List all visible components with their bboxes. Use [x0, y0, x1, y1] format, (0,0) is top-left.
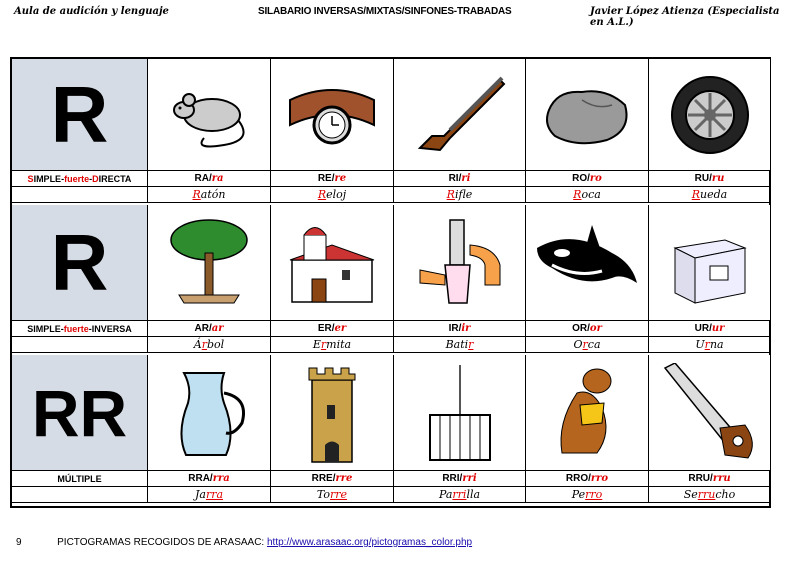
- syllable-print: RRE: [311, 473, 333, 484]
- word-part: cho: [715, 488, 736, 501]
- word-part: na: [709, 338, 724, 351]
- syllable-cell: [649, 471, 771, 487]
- syllable-script: ru: [711, 173, 725, 184]
- syllable-cell: [649, 171, 771, 187]
- syllable-sep: /: [587, 173, 590, 184]
- syllable-sep: /: [208, 323, 212, 334]
- word-part: Bati: [445, 338, 469, 351]
- tower-picture: [271, 355, 394, 471]
- word-part: ueda: [700, 188, 728, 201]
- syllable-sep: /: [209, 473, 213, 484]
- letter-cell: [12, 59, 148, 171]
- dog-picture: [526, 355, 649, 471]
- syllable-print: OR: [572, 323, 588, 334]
- syllable-cell: [394, 471, 526, 487]
- syllable-cell: [271, 171, 394, 187]
- syllable-sep: /: [588, 473, 591, 484]
- syllable-sep: /: [331, 173, 335, 184]
- word-part: Se: [683, 488, 698, 501]
- page-number: 9: [16, 537, 22, 548]
- grill-picture: [394, 355, 526, 471]
- word-part: Á: [193, 338, 202, 351]
- label-part: fuerte: [64, 173, 90, 184]
- word-part: bol: [207, 338, 225, 351]
- footer: [16, 537, 472, 548]
- word-highlight: R: [317, 188, 327, 201]
- blank-cell: [12, 187, 148, 203]
- row-type-label: [12, 321, 148, 337]
- syllable-cell: [394, 321, 526, 337]
- syllable-print: RU: [694, 173, 710, 184]
- hermitage-picture: [271, 205, 394, 321]
- label-part: IRECTA: [98, 173, 132, 184]
- rifle-picture: [394, 59, 526, 171]
- word-cell: [526, 337, 649, 353]
- word-part: Ja: [194, 488, 206, 501]
- word-cell: [649, 337, 771, 353]
- word-cell: [394, 187, 526, 203]
- word-part: To: [316, 488, 331, 501]
- syllable-script: rro: [590, 473, 609, 484]
- letter-cell: [12, 355, 148, 471]
- syllable-print: UR: [694, 323, 710, 334]
- rock-picture: [526, 59, 649, 171]
- word-highlight: r: [704, 338, 710, 351]
- label-part: IMPLE: [33, 173, 62, 184]
- syllable-cell: [649, 321, 771, 337]
- syllable-sep: /: [709, 173, 712, 184]
- syllable-cell: [271, 321, 394, 337]
- wheel-picture: [649, 59, 771, 171]
- syllable-sep: /: [458, 323, 462, 334]
- word-cell: [148, 487, 271, 503]
- syllable-print: RRI: [442, 473, 460, 484]
- syllable-print: RRA: [188, 473, 210, 484]
- letter-cell: [12, 205, 148, 321]
- label-part: -: [88, 323, 92, 334]
- word-cell: [394, 487, 526, 503]
- word-part: O: [573, 338, 583, 351]
- word-highlight: R: [446, 188, 455, 201]
- word-part: Pe: [571, 488, 586, 501]
- word-part: atón: [200, 188, 226, 201]
- label-part: fuerte: [63, 323, 89, 334]
- syllable-sep: /: [208, 173, 212, 184]
- word-cell: [148, 187, 271, 203]
- syllable-script: ir: [461, 323, 471, 334]
- word-part: E: [312, 338, 321, 351]
- syllable-print: AR: [194, 323, 209, 334]
- word-part: ca: [587, 338, 601, 351]
- row-type-label: [12, 171, 148, 187]
- big-letter: RR: [31, 375, 128, 450]
- orca-picture: [526, 205, 649, 321]
- syllable-cell: [271, 471, 394, 487]
- word-cell: [394, 337, 526, 353]
- word-cell: [526, 487, 649, 503]
- syllable-print: RE: [317, 173, 332, 184]
- syllable-print: RO: [572, 173, 588, 184]
- jug-picture: [148, 355, 271, 471]
- syllable-script: rru: [712, 473, 731, 484]
- word-highlight: r: [320, 338, 327, 351]
- word-part: lla: [466, 488, 481, 501]
- row-type-label: [12, 471, 148, 487]
- blank-cell: [12, 487, 148, 503]
- word-cell: [271, 337, 394, 353]
- label-part: INVERSA: [91, 323, 132, 334]
- syllable-script: ro: [589, 173, 602, 184]
- label-part: -: [89, 173, 93, 184]
- word-highlight: rru: [697, 488, 716, 501]
- watch-picture: [271, 59, 394, 171]
- word-part: ifle: [454, 188, 473, 201]
- syllable-cell: [148, 171, 271, 187]
- syllable-script: rre: [335, 473, 353, 484]
- mouse-picture: [148, 59, 271, 171]
- word-cell: [649, 487, 771, 503]
- word-cell: [271, 187, 394, 203]
- big-letter: R: [50, 217, 109, 307]
- blender-picture: [394, 205, 526, 321]
- syllable-script: rra: [212, 473, 230, 484]
- syllable-script: or: [589, 323, 602, 334]
- syllabary-table: [10, 57, 771, 508]
- syllable-sep: /: [710, 473, 713, 484]
- word-highlight: R: [573, 188, 582, 201]
- label-part: -: [61, 173, 65, 184]
- word-highlight: R: [691, 188, 701, 201]
- blank-cell: [12, 337, 148, 353]
- syllable-script: ra: [211, 173, 224, 184]
- word-highlight: r: [201, 338, 208, 351]
- syllable-sep: /: [458, 173, 462, 184]
- word-highlight: R: [192, 188, 201, 201]
- syllable-sep: /: [709, 323, 712, 334]
- word-part: Pa: [438, 488, 453, 501]
- label-part: -: [60, 323, 64, 334]
- syllable-print: RRU: [688, 473, 711, 484]
- syllable-print: RA: [194, 173, 209, 184]
- tree-picture: [148, 205, 271, 321]
- label-part: D: [92, 173, 99, 184]
- syllable-cell: [148, 321, 271, 337]
- syllable-print: RI: [448, 173, 459, 184]
- ballot-box-picture: [649, 205, 771, 321]
- word-part: mita: [326, 338, 352, 351]
- label-part: SIMPLE: [27, 323, 61, 334]
- syllable-sep: /: [332, 473, 336, 484]
- syllable-print: ER: [317, 323, 332, 334]
- word-cell: [271, 487, 394, 503]
- word-highlight: rri: [452, 488, 467, 501]
- syllable-script: rri: [462, 473, 477, 484]
- syllable-sep: /: [459, 473, 463, 484]
- syllable-cell: [148, 471, 271, 487]
- label-part: S: [27, 173, 34, 184]
- big-letter: R: [50, 69, 109, 159]
- word-cell: [526, 187, 649, 203]
- syllable-script: ar: [211, 323, 224, 334]
- syllable-cell: [394, 171, 526, 187]
- word-part: U: [695, 338, 705, 351]
- syllable-sep: /: [331, 323, 335, 334]
- syllable-script: ur: [711, 323, 725, 334]
- label-part: MÚLTIPLE: [57, 473, 102, 484]
- header-author: Javier López Atienza (Especialista en A.L.): [590, 6, 780, 28]
- arasaac-link[interactable]: http://www.arasaac.org/pictogramas_color.php: [266, 537, 473, 548]
- syllable-cell: [526, 471, 649, 487]
- word-cell: [148, 337, 271, 353]
- word-part: oca: [581, 188, 601, 201]
- word-highlight: r: [582, 338, 588, 351]
- word-highlight: rra: [205, 488, 224, 501]
- syllable-print: RRO: [565, 473, 589, 484]
- word-cell: [649, 187, 771, 203]
- word-highlight: rro: [585, 488, 603, 501]
- saw-picture: [649, 355, 771, 471]
- syllable-print: IR: [448, 323, 459, 334]
- syllable-script: er: [334, 323, 347, 334]
- word-part: eloj: [326, 188, 347, 201]
- syllable-cell: [526, 171, 649, 187]
- word-highlight: r: [468, 338, 474, 351]
- syllable-script: ri: [461, 173, 471, 184]
- header-title: SILABARIO INVERSAS/MIXTAS/SINFONES-TRABADAS: [258, 6, 512, 17]
- footer-credit-text: PICTOGRAMAS RECOGIDOS DE ARASAAC:: [57, 537, 267, 548]
- syllable-script: re: [334, 173, 347, 184]
- word-highlight: rre: [330, 488, 348, 501]
- syllable-sep: /: [587, 323, 590, 334]
- syllable-cell: [526, 321, 649, 337]
- header-left-text: Aula de audición y lenguaje: [14, 6, 169, 17]
